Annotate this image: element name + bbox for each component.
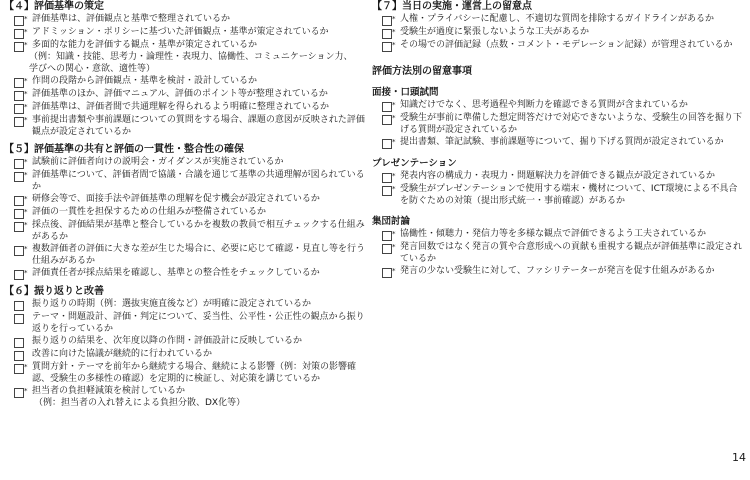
page-number: 14 xyxy=(732,451,746,464)
item-text: 研修会等で、面接手法や評価基準の理解を促す機会が設定されているか xyxy=(32,194,320,204)
checklist-item xyxy=(4,40,366,52)
asterisk-mark: * xyxy=(392,267,396,275)
asterisk-mark: * xyxy=(392,185,396,193)
item-text: 採点後、評価結果が基準と整合しているかを複数の教員で相互チェックする仕組みがあるか xyxy=(32,220,365,242)
checklist-item xyxy=(372,171,742,183)
checklist-item xyxy=(4,349,366,361)
example-line: 学びへの関心・意欲、適性等） xyxy=(29,63,156,74)
checkbox[interactable] xyxy=(14,338,24,348)
checkbox[interactable] xyxy=(14,159,24,169)
checklist-item xyxy=(372,137,742,149)
item-text: 発言の少ない受験生に対して、ファシリテーターが発言を促す仕組みがあるか xyxy=(400,266,715,276)
right-column xyxy=(372,0,742,279)
item-text: 受験生が過度に緊張しないような工夫があるか xyxy=(400,27,590,37)
checklist-item xyxy=(372,40,742,52)
item-text: 複数評価者の評価に大きな差が生じた場合に、必要に応じて確認・見直し等を行う仕組みがあるか xyxy=(32,244,366,266)
asterisk-mark: * xyxy=(24,195,28,203)
method-heading: 評価方法別の留意事項 xyxy=(372,66,472,77)
checkbox[interactable] xyxy=(382,102,392,112)
item-text: 作問の段階から評価観点・基準を検討・設計しているか xyxy=(32,76,258,86)
item-text: 評価基準のほか、評価マニュアル、評価のポイント等が整理されているか xyxy=(32,89,328,99)
asterisk-mark: * xyxy=(24,269,28,277)
checkbox[interactable] xyxy=(14,270,24,280)
asterisk-mark: * xyxy=(24,28,28,36)
item-text: 担当者の負担軽減策を検討しているか xyxy=(32,386,186,396)
checkbox[interactable] xyxy=(382,244,392,254)
section-title: 【７】当日の実施・運営上の留意点 xyxy=(372,1,532,12)
checklist-item xyxy=(4,27,366,39)
section xyxy=(4,286,366,410)
item-text: 事前提出書類や事前課題についての質問をする場合、課題の意図が反映された評価観点が設定されているか xyxy=(32,115,365,137)
item-example xyxy=(4,52,366,75)
item-text: 人権・プライバシーに配慮し、不適切な質問を排除するガイドラインがあるか xyxy=(400,14,715,24)
checkbox[interactable] xyxy=(382,173,392,183)
asterisk-mark: * xyxy=(24,208,28,216)
checklist-item xyxy=(4,386,366,398)
checklist-item xyxy=(372,113,742,136)
checkbox[interactable] xyxy=(382,42,392,52)
item-example xyxy=(4,398,366,410)
checkbox[interactable] xyxy=(382,231,392,241)
item-text: 振り返りの結果を、次年度以降の作問・評価設計に反映しているか xyxy=(32,336,303,346)
section xyxy=(4,144,366,280)
item-text: テーマ・問題設計、評価・判定について、妥当性、公平性・公正性の観点から振り返りを行っているか xyxy=(32,312,365,334)
item-text: 試験前に評価者向けの説明会・ガイダンスが実施されているか xyxy=(32,157,284,167)
item-text: 受験生が事前に準備した想定問答だけで対応できないような、受験生の回答を掘り下げる質問が設定されているか xyxy=(400,113,743,135)
method-title: 面接・口頭試問 xyxy=(372,87,439,98)
asterisk-mark: * xyxy=(24,387,28,395)
asterisk-mark: * xyxy=(392,28,396,36)
asterisk-mark: * xyxy=(24,221,28,229)
checkbox[interactable] xyxy=(382,268,392,278)
method-section xyxy=(372,158,742,207)
item-text: 評価の一貫性を担保するための仕組みが整備されているか xyxy=(32,207,267,217)
checklist-item xyxy=(4,157,366,169)
checkbox[interactable] xyxy=(14,196,24,206)
checklist-item xyxy=(372,100,742,112)
asterisk-mark: * xyxy=(24,363,28,371)
checkbox[interactable] xyxy=(14,78,24,88)
item-text: 受験生がプレゼンテーションで使用する端末・機材について、ICT環境による不具合を防ぐための対策（提出形式統一・事前確認）があるか xyxy=(400,184,738,206)
item-text: 協働性・傾聴力・発信力等を多様な観点で評価できるよう工夫されているか xyxy=(400,229,707,239)
asterisk-mark: * xyxy=(392,230,396,238)
method-section xyxy=(372,87,742,149)
asterisk-mark: * xyxy=(24,158,28,166)
checkbox[interactable] xyxy=(14,16,24,26)
method-section xyxy=(372,216,742,278)
checklist-item xyxy=(372,266,742,278)
checklist-item xyxy=(372,229,742,241)
asterisk-mark: * xyxy=(392,114,396,122)
checklist-item xyxy=(4,207,366,219)
left-column xyxy=(4,0,366,411)
checkbox[interactable] xyxy=(382,186,392,196)
asterisk-mark: * xyxy=(24,15,28,23)
example-line: （例：担当者の入れ替えによる負担分散、DX化等） xyxy=(34,398,246,408)
section xyxy=(4,1,366,138)
checklist-item xyxy=(4,170,366,193)
item-text: 知識だけでなく、思考過程や判断力を確認できる質問が含まれているか xyxy=(400,100,688,110)
section-title: 【５】評価基準の共有と評価の一貫性・整合性の確保 xyxy=(4,144,244,155)
checklist-item xyxy=(4,299,366,311)
checkbox[interactable] xyxy=(14,42,24,52)
checkbox[interactable] xyxy=(14,364,24,374)
item-text: 振り返りの時期（例：選抜実施直後など）が明確に設定されているか xyxy=(32,299,312,309)
asterisk-mark: * xyxy=(24,245,28,253)
checkbox[interactable] xyxy=(382,16,392,26)
checkbox[interactable] xyxy=(14,314,24,324)
method-title: 集団討論 xyxy=(372,216,411,227)
checkbox[interactable] xyxy=(14,246,24,256)
asterisk-mark: * xyxy=(24,77,28,85)
asterisk-mark: * xyxy=(392,41,396,49)
checklist-item xyxy=(4,76,366,88)
checklist-item xyxy=(4,89,366,101)
asterisk-mark: * xyxy=(24,103,28,111)
item-text: 発言回数ではなく発言の質や合意形成への貢献も重視する観点が評価基準に設定されているか xyxy=(400,242,743,264)
checkbox[interactable] xyxy=(14,117,24,127)
asterisk-mark: * xyxy=(392,138,396,146)
asterisk-mark: * xyxy=(24,171,28,179)
checklist-item xyxy=(372,27,742,39)
item-text: 提出書類、筆記試験、事前課題等について、掘り下げる質問が設定されているか xyxy=(400,137,724,147)
checklist-item xyxy=(4,312,366,335)
checkbox[interactable] xyxy=(14,209,24,219)
asterisk-mark: * xyxy=(392,15,396,23)
item-text: 評価基準について、評価者間で協議・合議を通じて基準の共通理解が図られているか xyxy=(32,170,365,192)
checklist-item xyxy=(4,244,366,267)
item-text: 改善に向けた協議が継続的に行われているか xyxy=(32,349,213,359)
section-title: 【６】振り返りと改善 xyxy=(4,286,104,297)
checklist-item xyxy=(4,14,366,26)
checkbox[interactable] xyxy=(14,29,24,39)
item-text: アドミッション・ポリシーに基づいた評価観点・基準が策定されているか xyxy=(32,27,329,37)
checklist-item xyxy=(4,336,366,348)
item-text: 多面的な能力を評価する観点・基準が策定されているか xyxy=(32,40,258,50)
checklist-item xyxy=(4,115,366,138)
checklist-item xyxy=(372,184,742,207)
asterisk-mark: * xyxy=(392,172,396,180)
section xyxy=(372,1,742,52)
asterisk-mark: * xyxy=(24,116,28,124)
checklist-item xyxy=(4,194,366,206)
item-text: 評価基準は、評価観点と基準で整理されているか xyxy=(32,14,231,24)
asterisk-mark: * xyxy=(392,243,396,251)
asterisk-mark: * xyxy=(24,90,28,98)
checkbox[interactable] xyxy=(14,388,24,398)
checkbox[interactable] xyxy=(14,222,24,232)
item-text: 評価責任者が採点結果を確認し、基準との整合性をチェックしているか xyxy=(32,268,320,278)
section-title: 【４】評価基準の策定 xyxy=(4,1,104,12)
checkbox[interactable] xyxy=(382,139,392,149)
checklist-item xyxy=(372,14,742,26)
item-text: 質問方針・テーマを前年から継続する場合、継続による影響（例：対策の影響確認、受験生の多様性の確認）を定期的に検証し、対応策を講じているか xyxy=(32,362,357,384)
item-text: その場での評価記録（点数・コメント・モデレーション記録）が管理されているか xyxy=(400,40,733,50)
checkbox[interactable] xyxy=(14,172,24,182)
asterisk-mark: * xyxy=(24,41,28,49)
checklist-item xyxy=(4,220,366,243)
asterisk-mark: * xyxy=(392,101,396,109)
item-text: 評価基準は、評価者間で共通理解を得られるよう明確に整理されているか xyxy=(32,102,330,112)
example-line: （例：知識・技能、思考力・論理性・表現力、協働性、コミュニケーション力、 xyxy=(29,52,353,62)
checklist-item xyxy=(4,102,366,114)
method-title: プレゼンテーション xyxy=(372,158,457,169)
checkbox[interactable] xyxy=(14,351,24,361)
checklist-item xyxy=(4,362,366,385)
checkbox[interactable] xyxy=(382,115,392,125)
checklist-item xyxy=(372,242,742,265)
checkbox[interactable] xyxy=(14,104,24,114)
checklist-item xyxy=(4,268,366,280)
checkbox[interactable] xyxy=(14,301,24,311)
checkbox[interactable] xyxy=(14,91,24,101)
checkbox[interactable] xyxy=(382,29,392,39)
item-text: 発表内容の構成力・表現力・問題解決力を評価できる観点が設定されているか xyxy=(400,171,716,181)
